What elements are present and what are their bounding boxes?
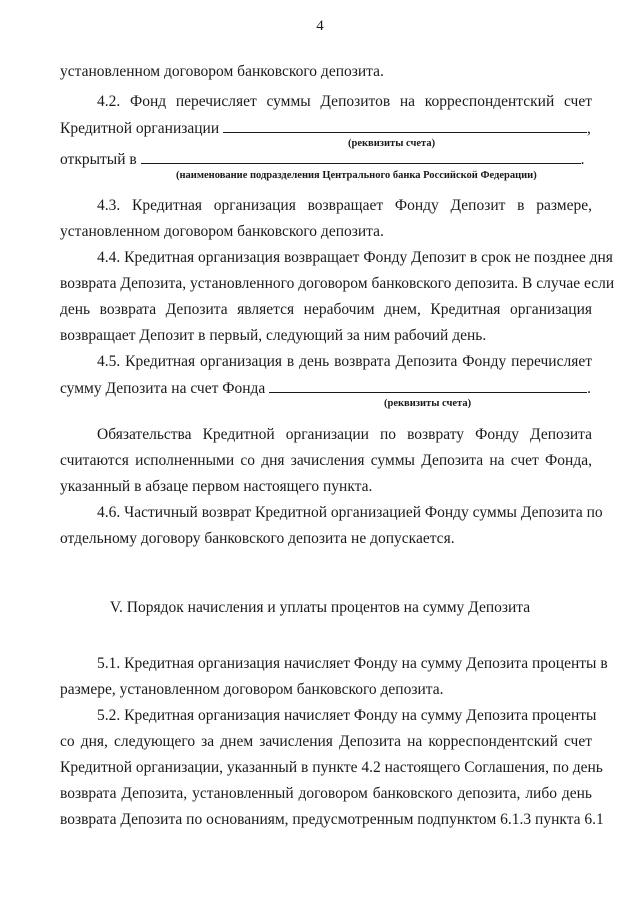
clause-4-2-line: 4.2. Фонд перечисляет суммы Депозитов на корреспондентский счет [97, 93, 592, 110]
field-label: открытый в [60, 151, 137, 168]
account-details-blank [223, 118, 587, 133]
section-heading: V. Порядок начисления и уплаты процентов на сумму Депозита [109, 599, 531, 616]
clause-4-5-line: 4.5. Кредитная организация в день возврата Депозита Фонду перечисляет [97, 353, 592, 370]
account-field-line [60, 118, 592, 139]
field-label: сумму Депозита на счет Фонда [60, 380, 266, 397]
text-line: установленном договором банковского депозита. [60, 223, 384, 240]
clause-5-1-line: 5.1. Кредитная организация начисляет Фонду на сумму Депозита проценты в [97, 655, 608, 672]
page-number: 4 [316, 18, 324, 34]
text-line: день возврата Депозита является нерабочим днем, Кредитная организация [60, 301, 592, 318]
text-line: установленном договором банковского депозита. [60, 63, 384, 80]
text-line: считаются исполненными со дня зачисления суммы Депозита на счет Фонда, [60, 452, 592, 469]
punctuation: . [580, 151, 585, 168]
clause-4-3-line: 4.3. Кредитная организация возвращает Фонду Депозит в размере, [97, 197, 592, 214]
fund-account-blank [269, 378, 587, 393]
text-line: возврата Депозита, установленный договором банковского депозита, либо день [60, 785, 592, 802]
text-line: указанный в абзаце первом настоящего пункта. [60, 478, 373, 495]
text-line: возврата Депозита по основаниям, предусмотренным подпунктом 6.1.3 пункта 6.1 [60, 811, 604, 828]
fund-account-field-line [60, 378, 592, 399]
text-line: Кредитной организации, указанный в пункте 4.2 настоящего Соглашения, по день [60, 759, 603, 776]
obligations-line: Обязательства Кредитной организации по возврату Фонду Депозита [97, 426, 592, 443]
bank-branch-field-line [60, 149, 592, 170]
text-line: со дня, следующего за днем зачисления Депозита на корреспондентский счет [60, 733, 592, 750]
text-line: возврата Депозита, установленного договором банковского депозита. В случае если [60, 275, 615, 292]
text-line: размере, установленном договором банковского депозита. [60, 681, 444, 698]
field-caption: (наименование подразделения Центрального банка Российской Федерации) [176, 170, 537, 181]
field-label: Кредитной организации [60, 120, 220, 137]
text-line: отдельному договору банковского депозита не допускается. [60, 530, 455, 547]
clause-4-6-line: 4.6. Частичный возврат Кредитной организацией Фонду суммы Депозита по [97, 504, 603, 521]
bank-branch-blank [141, 149, 581, 164]
clause-5-2-line: 5.2. Кредитная организация начисляет Фонду на сумму Депозита проценты [97, 707, 597, 724]
text-line: возвращает Депозит в первый, следующий за ним рабочий день. [60, 327, 487, 344]
field-caption: (реквизиты счета) [384, 398, 472, 409]
clause-4-4-line: 4.4. Кредитная организация возвращает Фонду Депозит в срок не позднее дня [97, 249, 613, 266]
punctuation: . [587, 380, 592, 397]
punctuation: , [587, 120, 591, 137]
field-caption: (реквизиты счета) [348, 138, 436, 149]
